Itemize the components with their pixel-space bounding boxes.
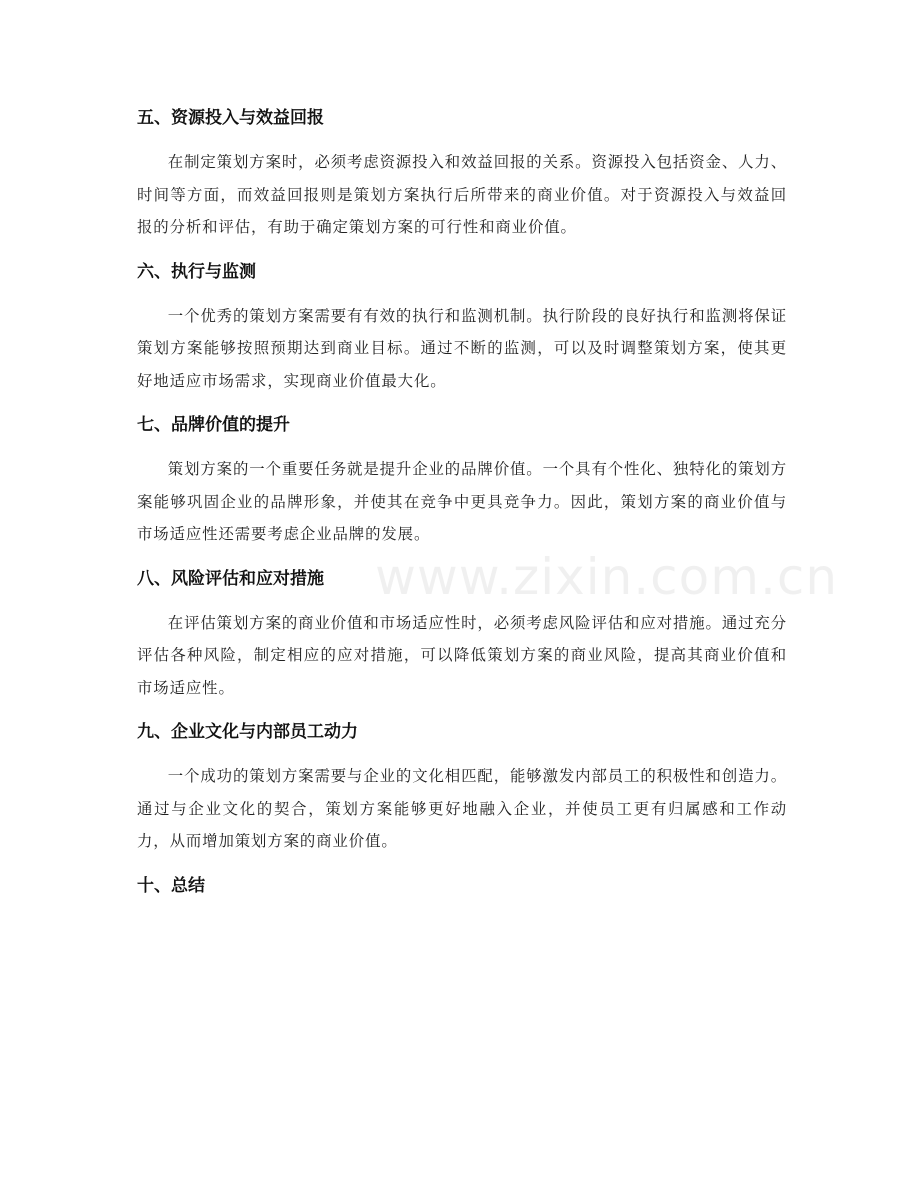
watermark-text: www.zixin.com.cn xyxy=(375,548,839,606)
section-heading: 十、总结 xyxy=(137,875,205,896)
section-heading: 七、品牌价值的提升 xyxy=(137,415,290,435)
section-10 xyxy=(137,872,787,900)
section-heading: 九、企业文化与内部员工动力 xyxy=(137,722,358,742)
section-heading: 八、风险评估和应对措施 xyxy=(137,568,324,589)
section-8 xyxy=(137,565,787,705)
section-paragraph: 一个优秀的策划方案需要有有效的执行和监测机制。执行阶段的良好执行和监测将保证策划方案能够按照预期达到商业目标。通过不断的监测，可以及时调整策划方案，使其更好地适应市场需求，实现商业价值最大化。 xyxy=(137,306,787,390)
section-paragraph: 策划方案的一个重要任务就是提升企业的品牌价值。一个具有个性化、独特化的策划方案能够巩固企业的品牌形象，并使其在竞争中更具竞争力。因此，策划方案的商业价值与市场适应性还需要考虑企业品牌的发展。 xyxy=(137,460,787,543)
section-heading: 六、执行与监测 xyxy=(137,261,256,282)
section-paragraph: 在评估策划方案的商业价值和市场适应性时，必须考虑风险评估和应对措施。通过充分评估各种风险，制定相应的应对措施，可以降低策划方案的商业风险，提高其商业价值和市场适应性。 xyxy=(137,613,787,697)
section-7 xyxy=(137,411,787,551)
section-5 xyxy=(137,104,787,244)
document-body xyxy=(137,104,787,914)
section-heading: 五、资源投入与效益回报 xyxy=(137,108,324,128)
section-paragraph: 一个成功的策划方案需要与企业的文化相匹配，能够激发内部员工的积极性和创造力。通过与企业文化的契合，策划方案能够更好地融入企业，并使员工更有归属感和工作动力，从而增加策划方案的商业价值。 xyxy=(137,767,787,850)
section-6 xyxy=(137,258,787,398)
section-9 xyxy=(137,718,787,858)
section-paragraph: 在制定策划方案时，必须考虑资源投入和效益回报的关系。资源投入包括资金、人力、时间等方面，而效益回报则是策划方案执行后所带来的商业价值。对于资源投入与效益回报的分析和评估，有助于确定策划方案的可行性和商业价值。 xyxy=(137,153,787,236)
